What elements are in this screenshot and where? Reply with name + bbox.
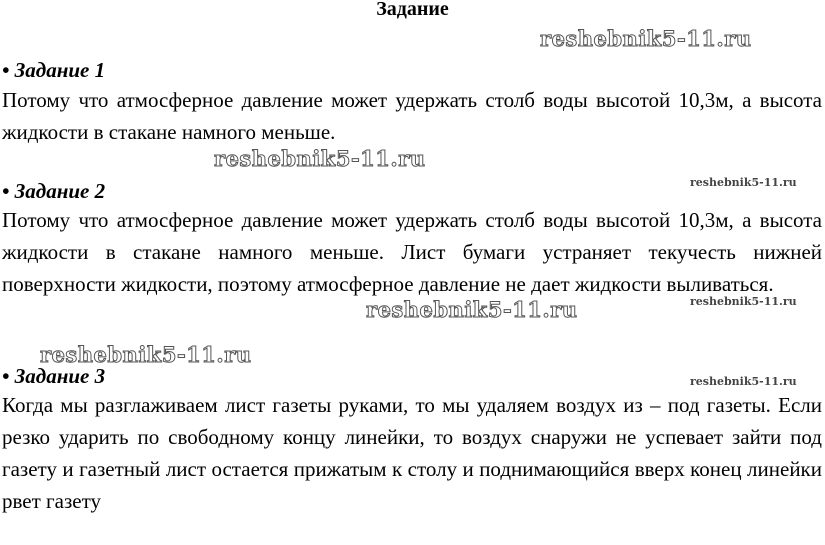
task-text: Когда мы разглаживаем лист газеты руками, то мы удаляем воздух из – под газеты. Если резко ударить по свободному концу линейки, то воздух снаружи не успевает зайти под газету и газетный лист остается прижатым к столу и поднимающийся вверх конец линейки рвет газету [2, 393, 822, 513]
page-title: Задание [376, 0, 449, 20]
watermark: reshebnik5-11.ru [366, 297, 578, 322]
task-text: Потому что атмосферное давление может удержать столб воды высотой 10,3м, а высота жидкости в стакане намного меньше. [2, 88, 822, 144]
watermark: reshebnik5-11.ru [690, 295, 797, 308]
watermark: reshebnik5-11.ru [690, 176, 797, 189]
task-text: Потому что атмосферное давление может удержать столб воды высотой 10,3м, а высота жидкости в стакане намного меньше. Лист бумаги устраняет текучесть нижней поверхности жидкости, поэтому атмосферное давление не дает жидкости выливаться. [2, 208, 822, 296]
watermark: reshebnik5-11.ru [40, 342, 252, 367]
watermark: reshebnik5-11.ru [214, 146, 426, 171]
task-heading: • Задание 1 [2, 58, 106, 82]
task-heading: • Задание 2 [2, 179, 106, 203]
watermark: reshebnik5-11.ru [540, 26, 752, 51]
task-heading: • Задание 3 [2, 364, 106, 388]
watermark: reshebnik5-11.ru [690, 375, 797, 388]
